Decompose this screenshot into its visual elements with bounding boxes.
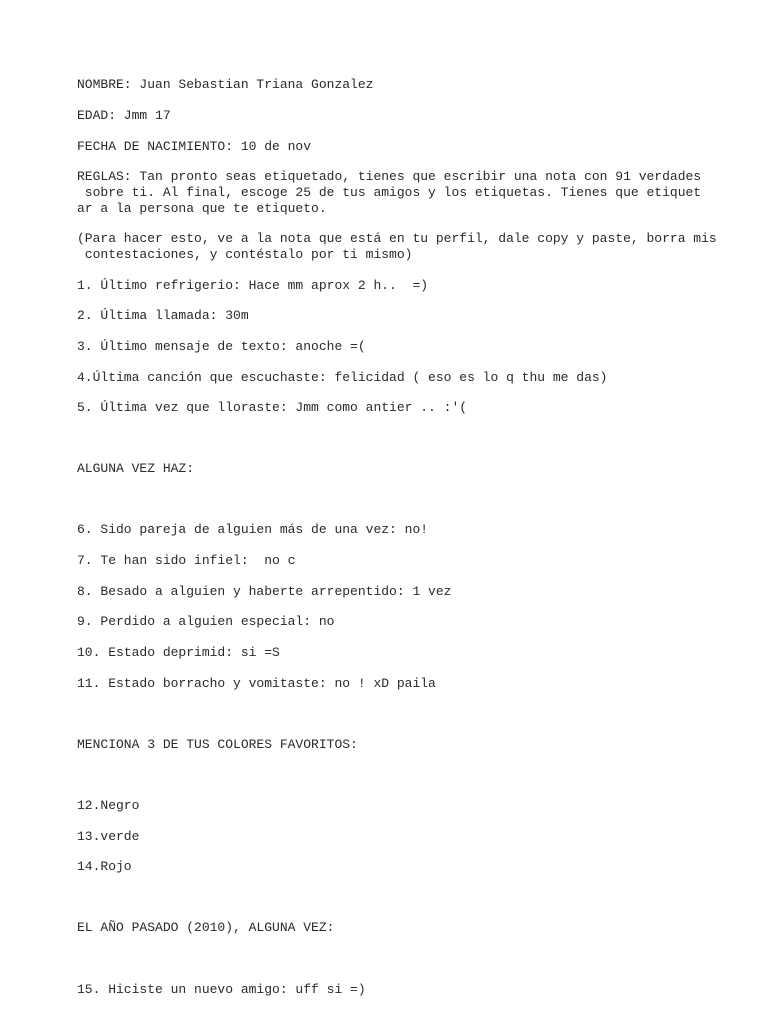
instructions-line-1: (Para hacer esto, ve a la nota que está en tu perfil, dale copy y paste, borra mis xyxy=(77,231,717,246)
birthdate-line: FECHA DE NACIMIENTO: 10 de nov xyxy=(77,139,312,154)
age-line: EDAD: Jmm 17 xyxy=(77,108,171,123)
question-3: 3. Último mensaje de texto: anoche =( xyxy=(77,339,366,354)
question-15: 15. Hiciste un nuevo amigo: uff si =) xyxy=(77,982,366,997)
question-4: 4.Última canción que escuchaste: felicidad ( eso es lo q thu me das) xyxy=(77,370,608,385)
question-1: 1. Último refrigerio: Hace mm aprox 2 h.. =) xyxy=(77,278,429,293)
question-9: 9. Perdido a alguien especial: no xyxy=(77,614,335,629)
question-13: 13.verde xyxy=(77,829,140,844)
rules-line-1: REGLAS: Tan pronto seas etiquetado, tienes que escribir una nota con 91 verdades xyxy=(77,169,702,184)
section-heading-ano-pasado: EL AÑO PASADO (2010), ALGUNA VEZ: xyxy=(77,920,335,935)
question-10: 10. Estado deprimid: si =S xyxy=(77,645,280,660)
name-line: NOMBRE: Juan Sebastian Triana Gonzalez xyxy=(77,77,374,92)
rules-line-2: sobre ti. Al final, escoge 25 de tus amigos y los etiquetas. Tienes que etiquet xyxy=(77,185,702,200)
question-14: 14.Rojo xyxy=(77,859,132,874)
section-heading-alguna-vez: ALGUNA VEZ HAZ: xyxy=(77,461,195,476)
question-5: 5. Última vez que lloraste: Jmm como antier .. :'( xyxy=(77,400,468,415)
question-6: 6. Sido pareja de alguien más de una vez: no! xyxy=(77,522,429,537)
question-2: 2. Última llamada: 30m xyxy=(77,308,249,323)
question-8: 8. Besado a alguien y haberte arrepentido: 1 vez xyxy=(77,584,452,599)
section-heading-colores: MENCIONA 3 DE TUS COLORES FAVORITOS: xyxy=(77,737,358,752)
question-11: 11. Estado borracho y vomitaste: no ! xD paila xyxy=(77,676,436,691)
question-7: 7. Te han sido infiel: no c xyxy=(77,553,296,568)
instructions-line-2: contestaciones, y contéstalo por ti mismo) xyxy=(77,247,413,262)
question-12: 12.Negro xyxy=(77,798,140,813)
rules-line-3: ar a la persona que te etiqueto. xyxy=(77,201,327,216)
